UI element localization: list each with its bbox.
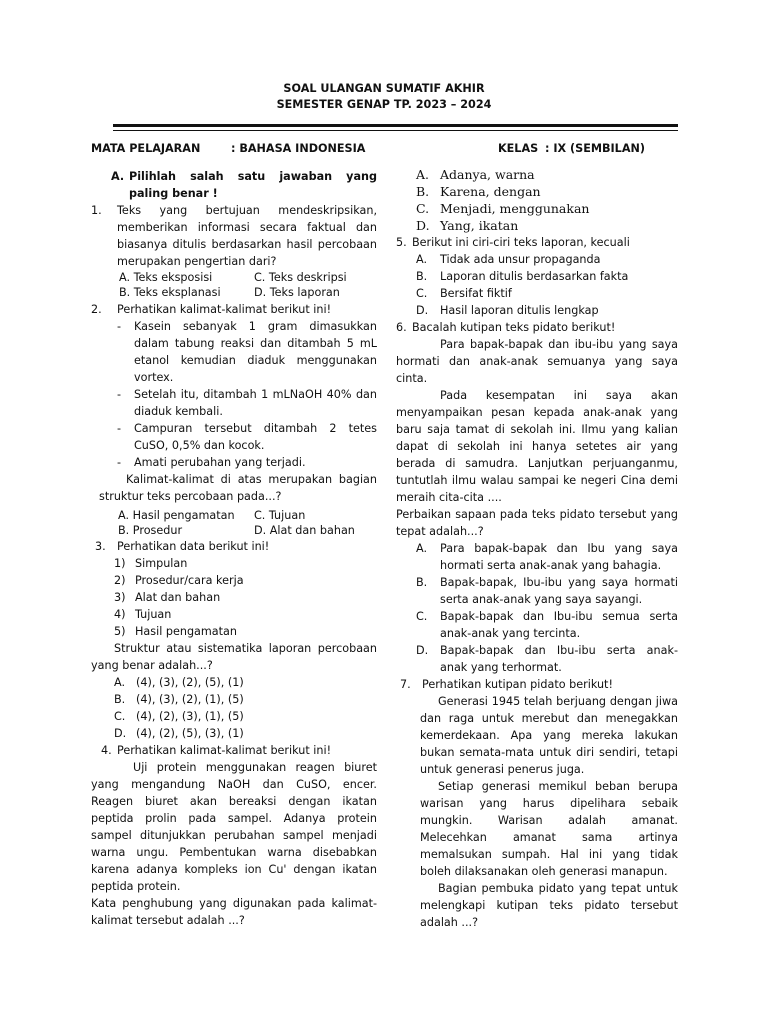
q1-option-c[interactable]: C. Teks deskripsi	[254, 271, 347, 284]
q2-options-row2	[91, 523, 377, 538]
q6-option-c[interactable]: C. Bapak-bapak dan Ibu-ibu semua serta anak-anak yang tercinta.	[416, 610, 678, 640]
q3-option-c[interactable]: C. (4), (2), (3), (1), (5)	[114, 710, 244, 723]
q5-text: Berikut ini ciri-ciri teks laporan, kecuali	[412, 236, 630, 249]
q2-options-row1	[91, 508, 377, 523]
question-7	[396, 676, 678, 693]
subject-label: MATA PELAJARAN	[91, 142, 201, 155]
q4-question: Kata penghubung yang digunakan pada kalimat-kalimat tersebut adalah ...?	[91, 897, 377, 927]
question-2	[91, 301, 377, 318]
q2-option-d[interactable]: D. Alat dan bahan	[254, 524, 355, 537]
question-6	[396, 319, 678, 336]
q2-item: - Setelah itu, ditambah 1 mLNaOH 40% dan diaduk kembali.	[117, 388, 377, 418]
right-column	[396, 166, 678, 931]
q4-option-d[interactable]: D. Yang, ikatan	[416, 218, 519, 233]
q7-number: 7.	[400, 678, 411, 691]
question-1	[91, 202, 377, 270]
q2-option-a[interactable]: A. Hasil pengamatan	[118, 509, 235, 522]
q3-text: Perhatikan data berikut ini!	[117, 540, 270, 553]
q5-option-c[interactable]: C. Bersifat fiktif	[416, 287, 512, 300]
q4-number: 4.	[101, 744, 112, 757]
question-5	[396, 234, 678, 251]
q4-option-c[interactable]: C. Menjadi, menggunakan	[416, 201, 590, 216]
q6-paragraph-1: Para bapak-bapak dan ibu-ibu yang saya hormati dan anak-anak semuanya yang saya cinta.	[396, 338, 678, 385]
q5-option-a[interactable]: A. Tidak ada unsur propaganda	[416, 253, 601, 266]
class-value: : IX (SEMBILAN)	[545, 142, 645, 155]
q7-text: Perhatikan kutipan pidato berikut!	[422, 678, 613, 691]
q1-options-row2	[91, 285, 377, 300]
q1-text: Teks yang bertujuan mendeskripsikan, memberikan informasi secara faktual dan biasanya ditulis berdasarkan hasil percobaan merupakan pengertian dari?	[117, 204, 377, 268]
q2-item: - Kasein sebanyak 1 gram dimasukkan dalam tabung reaksi dan ditambah 5 mL etanol kemudian diaduk menggunakan vortex.	[117, 320, 377, 384]
q1-options-row1	[91, 270, 377, 285]
q1-option-b[interactable]: B. Teks eksplanasi	[119, 286, 221, 299]
q2-text: Perhatikan kalimat-kalimat berikut ini!	[117, 303, 332, 316]
q6-option-a[interactable]: A. Para bapak-bapak dan Ibu yang saya hormati serta anak-anak yang bahagia.	[416, 542, 678, 572]
q4-text: Perhatikan kalimat-kalimat berikut ini!	[117, 744, 332, 757]
q5-option-d[interactable]: D. Hasil laporan ditulis lengkap	[416, 304, 599, 317]
header-divider-thick	[113, 124, 678, 127]
subject-value: : BAHASA INDONESIA	[231, 142, 366, 155]
left-column	[91, 168, 377, 929]
q2-item: - Amati perubahan yang terjadi.	[117, 456, 306, 469]
q3-number: 3.	[95, 540, 106, 553]
q6-option-d[interactable]: D. Bapak-bapak dan Ibu-ibu serta anak- anak yang terhormat.	[416, 644, 678, 674]
q3-option-d[interactable]: D. (4), (2), (5), (3), (1)	[114, 727, 244, 740]
q3-item: 4) Tujuan	[114, 608, 172, 621]
q2-number: 2.	[91, 303, 102, 316]
section-letter: A.	[111, 170, 125, 183]
q7-paragraph-3: Bagian pembuka pidato yang tepat untuk melengkapi kutipan teks pidato tersebut adalah ...?	[420, 882, 678, 929]
question-3	[91, 538, 377, 555]
q3-option-a[interactable]: A. (4), (3), (2), (5), (1)	[114, 676, 244, 689]
q3-item: 5) Hasil pengamatan	[114, 625, 237, 638]
q6-number: 6.	[396, 321, 407, 334]
exam-semester: SEMESTER GENAP TP. 2023 – 2024	[276, 98, 492, 111]
q1-number: 1.	[91, 204, 102, 217]
class-label: KELAS	[498, 142, 539, 155]
q4-option-b[interactable]: B. Karena, dengan	[416, 184, 541, 199]
q1-option-d[interactable]: D. Teks laporan	[254, 286, 340, 299]
section-instruction	[91, 168, 377, 202]
header-divider-thin	[113, 130, 678, 131]
q3-item: 3) Alat dan bahan	[114, 591, 221, 604]
q4-passage: Uji protein menggunakan reagen biuret yang mengandung NaOH dan CuSO, encer. Reagen biuret akan bereaksi dengan ikatan peptida prolin pada sampel. Adanya protein sampel ditunjukkan perubahan sampel menjadi warna ungu. Pembentukan warna disebabkan karena adanya kompleks ion Cu' dengan ikatan peptida protein.	[91, 761, 377, 893]
q6-option-b[interactable]: B. Bapak-bapak, Ibu-ibu yang saya hormati serta anak-anak yang saya sayangi.	[416, 576, 678, 606]
q6-question: Perbaikan sapaan pada teks pidato tersebut yang tepat adalah...?	[396, 508, 678, 538]
exam-title: SOAL ULANGAN SUMATIF AKHIR	[283, 82, 485, 95]
q3-option-b[interactable]: B. (4), (3), (2), (1), (5)	[114, 693, 244, 706]
q2-option-c[interactable]: C. Tujuan	[254, 509, 306, 522]
q2-option-b[interactable]: B. Prosedur	[118, 524, 183, 537]
q2-item: - Campuran tersebut ditambah 2 tetes CuSO, 0,5% dan kocok.	[117, 422, 377, 452]
q6-text: Bacalah kutipan teks pidato berikut!	[412, 321, 616, 334]
q3-question: Struktur atau sistematika laporan percobaan yang benar adalah...?	[91, 642, 377, 672]
q7-paragraph-2: Setiap generasi memikul beban berupa warisan yang harus dipelihara sebaik mungkin. Warisan adalah amanat. Melecehkan amanat sama artinya memalsukan sumpah. Hal ini yang tidak boleh dilaksanakan oleh generasi manapun.	[420, 780, 678, 878]
q2-question: Kalimat-kalimat di atas merupakan bagian struktur teks percobaan pada...?	[99, 473, 377, 503]
q7-paragraph-1: Generasi 1945 telah berjuang dengan jiwa dan raga untuk merebut dan menegakkan kemerdekaan. Apa yang mereka lakukan bukan semata-mata untuk diri sendiri, tetapi untuk generasi penerus juga.	[420, 695, 678, 776]
q3-item: 2) Prosedur/cara kerja	[114, 574, 244, 587]
q1-option-a[interactable]: A. Teks eksposisi	[119, 271, 213, 284]
section-text: Pilihlah salah satu jawaban yang paling benar !	[129, 170, 377, 200]
q3-item: 1) Simpulan	[114, 557, 188, 570]
q5-number: 5.	[396, 236, 407, 249]
q6-paragraph-2: Pada kesempatan ini saya akan menyampaikan pesan kepada anak-anak yang baru saja tamat di sekolah ini. Ilmu yang kalian dapat di sekolah ini hanya setetes air yang berada di samudra. Lanjutkan perjuanganmu, tuntutlah ilmu walau sampai ke negeri Cina demi meraih cita-cita ....	[396, 389, 678, 504]
q5-option-b[interactable]: B. Laporan ditulis berdasarkan fakta	[416, 270, 629, 283]
q4-option-a[interactable]: A. Adanya, warna	[416, 167, 535, 182]
question-4	[91, 742, 377, 759]
